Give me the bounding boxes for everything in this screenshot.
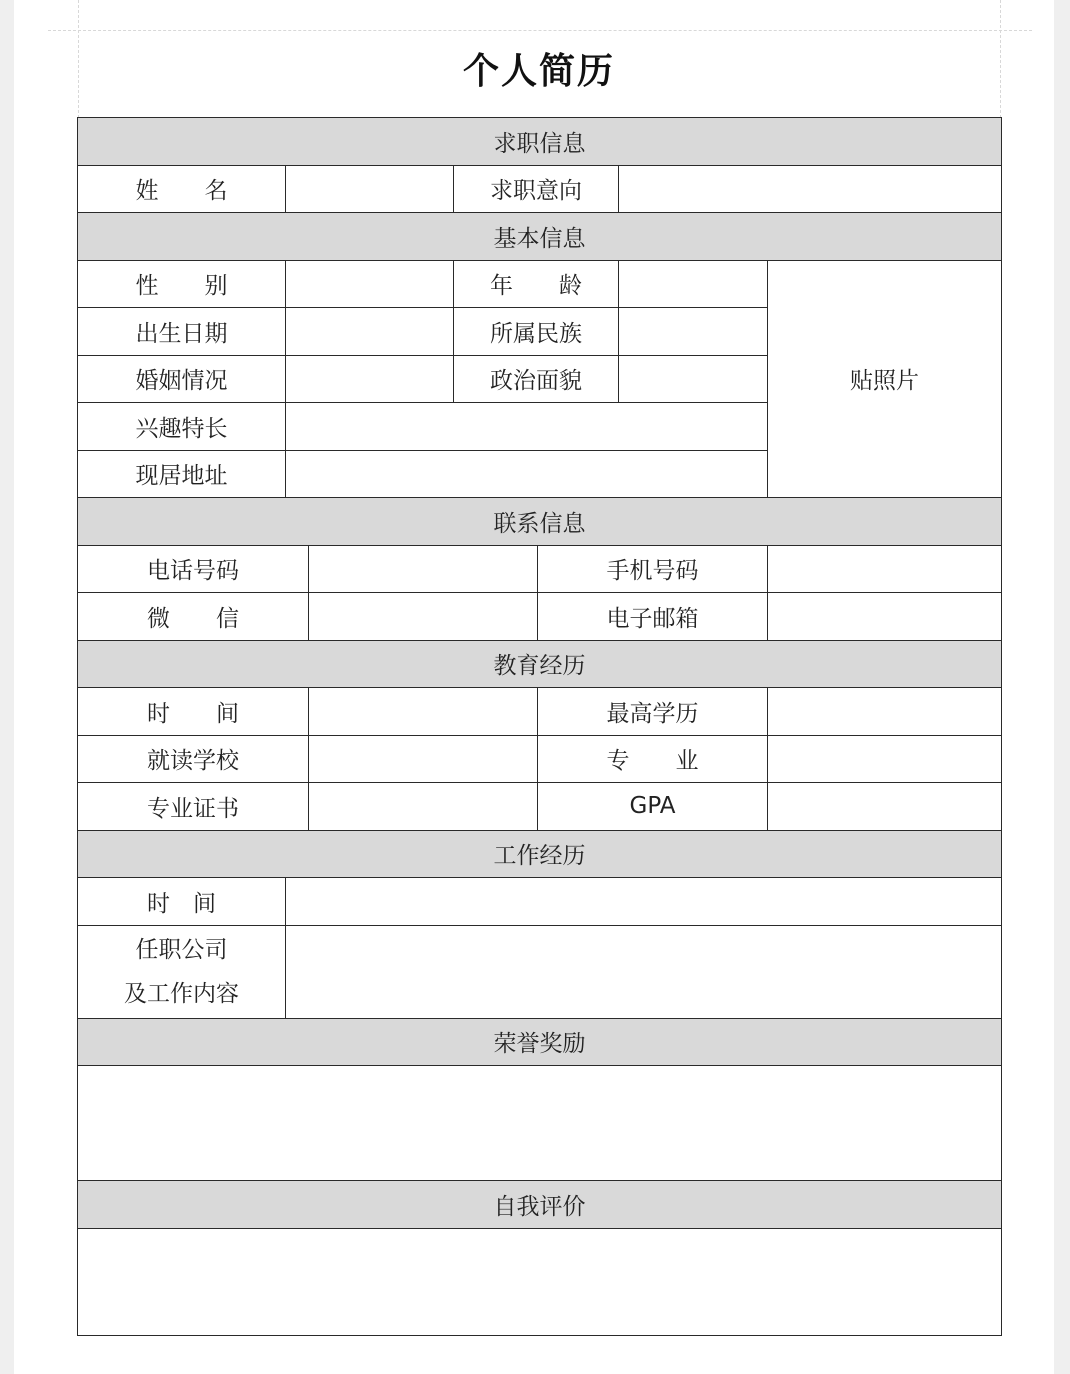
label-highest-degree: 最高学历: [538, 688, 768, 736]
label-school: 就读学校: [78, 735, 309, 783]
label-work-company: [78, 925, 286, 1018]
field-phone[interactable]: [309, 545, 538, 593]
field-wechat[interactable]: [309, 593, 538, 641]
field-major[interactable]: [768, 735, 1002, 783]
field-email[interactable]: [768, 593, 1002, 641]
field-gender[interactable]: [286, 260, 454, 308]
page-margin-guide-right: [1000, 0, 1001, 118]
field-name[interactable]: [286, 165, 454, 213]
section-header-basic: 基本信息: [78, 213, 1002, 261]
field-honors[interactable]: [78, 1066, 1002, 1181]
label-ethnicity: 所属民族: [454, 308, 619, 356]
field-mobile[interactable]: [768, 545, 1002, 593]
field-political-status[interactable]: [619, 355, 768, 403]
label-phone: 电话号码: [78, 545, 309, 593]
label-hobbies: 兴趣特长: [78, 403, 286, 451]
section-header-work: 工作经历: [78, 830, 1002, 878]
field-work-company[interactable]: [286, 925, 1002, 1018]
label-email: 电子邮箱: [538, 593, 768, 641]
section-header-self-evaluation: 自我评价: [78, 1181, 1002, 1229]
label-age: 年 龄: [454, 260, 619, 308]
field-gpa[interactable]: [768, 783, 1002, 831]
field-certificates[interactable]: [309, 783, 538, 831]
label-marital-status: 婚姻情况: [78, 355, 286, 403]
field-job-intention[interactable]: [619, 165, 1002, 213]
page-title: 个人简历: [462, 51, 615, 92]
label-certificates: 专业证书: [78, 783, 309, 831]
field-age[interactable]: [619, 260, 768, 308]
field-education-time[interactable]: [309, 688, 538, 736]
label-work-time: 时 间: [78, 878, 286, 926]
label-name: 姓 名: [78, 165, 286, 213]
label-education-time: 时 间: [78, 688, 309, 736]
label-work-company-line2: 及工作内容: [124, 980, 239, 1007]
section-header-honors: 荣誉奖励: [78, 1018, 1002, 1066]
resume-table: [77, 117, 1002, 1336]
photo-placeholder[interactable]: 贴照片: [768, 260, 1002, 498]
label-major: 专 业: [538, 735, 768, 783]
section-header-job: 求职信息: [78, 118, 1002, 166]
label-gpa: GPA: [538, 783, 768, 831]
label-wechat: 微 信: [78, 593, 309, 641]
label-mobile: 手机号码: [538, 545, 768, 593]
page-margin-guide-top: [48, 30, 1032, 31]
label-job-intention: 求职意向: [454, 165, 619, 213]
field-ethnicity[interactable]: [619, 308, 768, 356]
section-header-education: 教育经历: [78, 640, 1002, 688]
field-self-evaluation[interactable]: [78, 1228, 1002, 1335]
label-gender: 性 别: [78, 260, 286, 308]
field-work-time[interactable]: [286, 878, 1002, 926]
field-marital-status[interactable]: [286, 355, 454, 403]
field-school[interactable]: [309, 735, 538, 783]
field-hobbies[interactable]: [286, 403, 768, 451]
label-political-status: 政治面貌: [454, 355, 619, 403]
label-birth-date: 出生日期: [78, 308, 286, 356]
field-highest-degree[interactable]: [768, 688, 1002, 736]
label-work-company-line1: 任职公司: [135, 936, 228, 963]
field-address[interactable]: [286, 450, 768, 498]
label-address: 现居地址: [78, 450, 286, 498]
section-header-contact: 联系信息: [78, 498, 1002, 546]
field-birth-date[interactable]: [286, 308, 454, 356]
